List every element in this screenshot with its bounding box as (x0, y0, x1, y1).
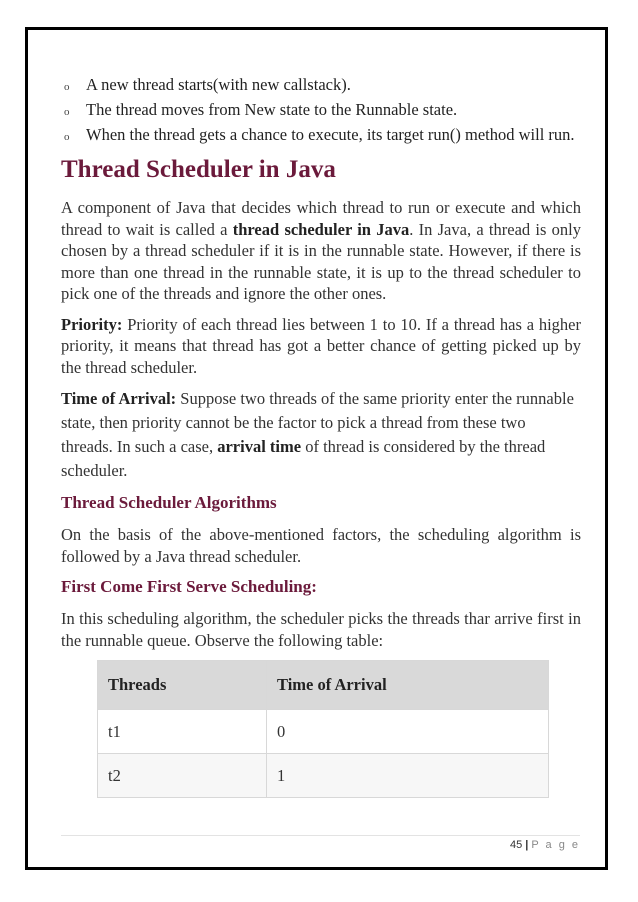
algorithms-paragraph: On the basis of the above-mentioned factors, the scheduling algorithm is followed by a Java thread scheduler. (61, 525, 581, 566)
algorithms-subheading: Thread Scheduler Algorithms (61, 493, 277, 512)
page-frame (25, 27, 608, 870)
table-header-cell: Threads (98, 661, 267, 710)
table-header-cell: Time of Arrival (267, 661, 549, 710)
page-footer (510, 839, 580, 851)
bullet-list (61, 74, 581, 145)
arrival-paragraph: Time of Arrival: Suppose two threads of the same priority enter the runnable state, then priority cannot be the factor to pick a thread from these two threads. In such a case, arrival time of thread is considered by the thread scheduler. (61, 389, 574, 480)
list-item: o When the thread gets a chance to execute, its target run() method will run. (61, 124, 581, 145)
bullet-marker: o (64, 81, 70, 93)
footer-divider (61, 835, 580, 836)
list-item: o The thread moves from New state to the Runnable state. (61, 99, 581, 120)
table-cell: 0 (267, 710, 549, 754)
page-content (61, 74, 581, 798)
page-label: P a g e (531, 839, 580, 851)
bullet-marker: o (64, 131, 70, 143)
section-heading: Thread Scheduler in Java (61, 156, 336, 183)
table-header-row (98, 661, 549, 710)
table-cell: t2 (98, 754, 267, 798)
bullet-marker: o (64, 106, 70, 118)
table-row (98, 710, 549, 754)
table-row (98, 754, 549, 798)
footer-separator: | (525, 839, 529, 851)
page-number: 45 (510, 839, 523, 851)
fcfs-paragraph: In this scheduling algorithm, the scheduler picks the threads thar arrive first in the runnable queue. Observe the following table: (61, 609, 581, 650)
priority-paragraph: Priority: Priority of each thread lies between 1 to 10. If a thread has a higher priority, it means that thread has got a better chance of getting picked up by the thread scheduler. (61, 314, 581, 377)
arrival-table (97, 660, 549, 798)
list-item: o A new thread starts(with new callstack). (61, 74, 581, 95)
intro-paragraph: A component of Java that decides which thread to run or execute and which thread to wait is called a thread scheduler in Java. In Java, a thread is only chosen by a thread scheduler if it is in the runnable state. However, if there is more than one thread in the runnable state, it is up to the thread scheduler to pick one of the threads and ignore the other ones. (61, 198, 581, 303)
table-cell: t1 (98, 710, 267, 754)
table-cell: 1 (267, 754, 549, 798)
fcfs-subheading: First Come First Serve Scheduling: (61, 577, 317, 596)
